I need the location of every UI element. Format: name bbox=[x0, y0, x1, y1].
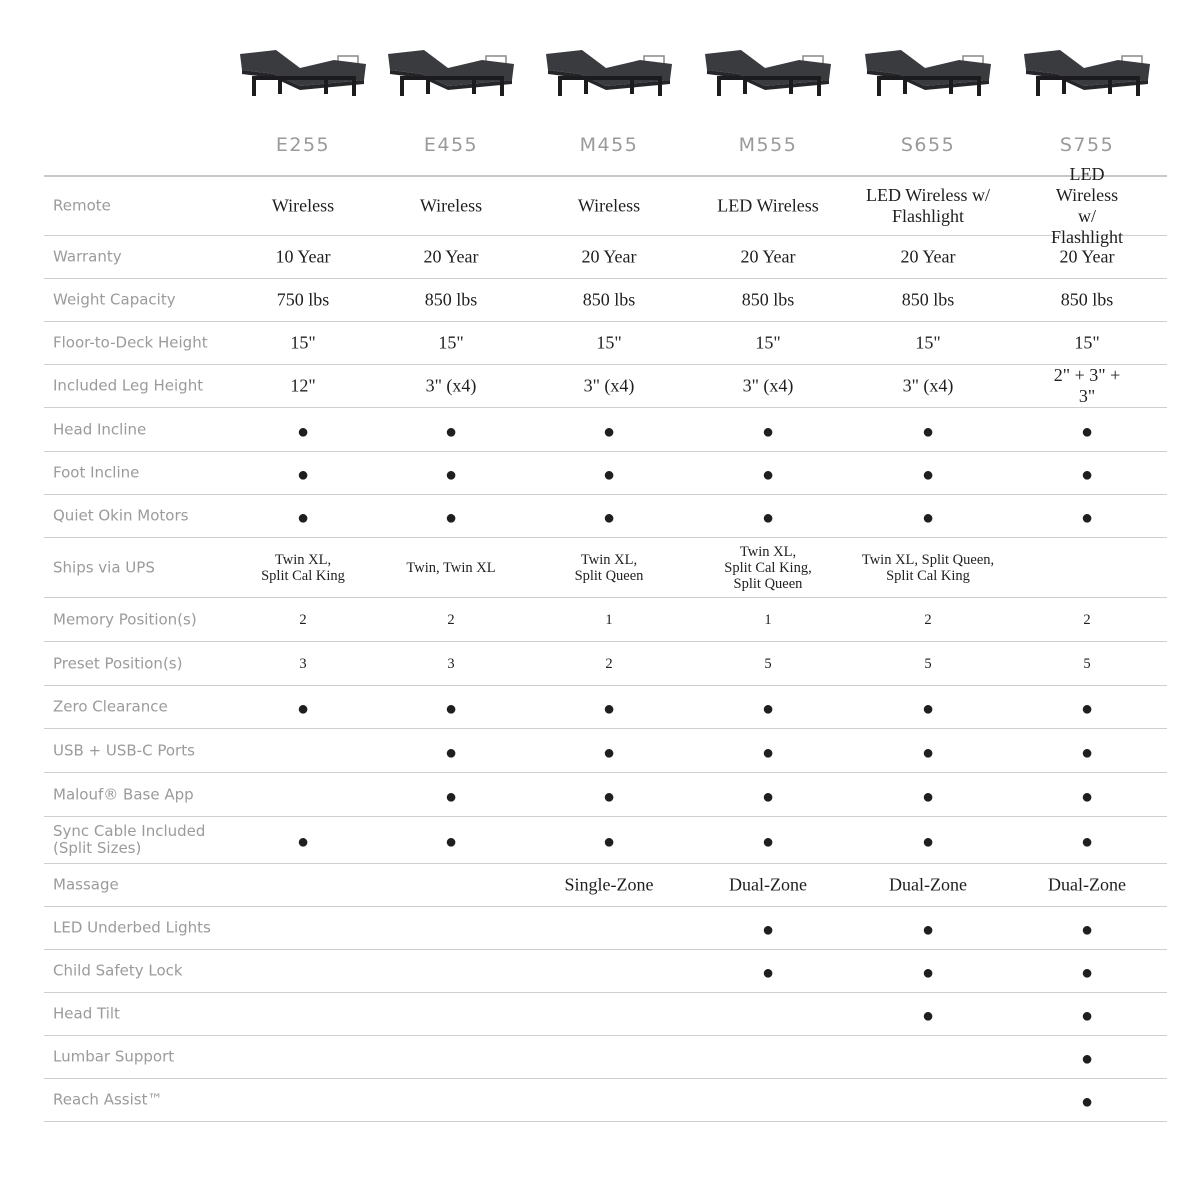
feature-dot: ● bbox=[444, 785, 458, 808]
feature-dot: ● bbox=[1080, 1048, 1094, 1070]
row-label: Floor-to-Deck Height bbox=[53, 333, 208, 352]
row-label: Included Leg Height bbox=[53, 376, 204, 395]
feature-dot: ● bbox=[602, 698, 616, 720]
feature-dot: ● bbox=[296, 464, 310, 486]
feature-dot: ● bbox=[921, 1005, 935, 1027]
table-cell: 15" bbox=[438, 332, 464, 353]
table-row bbox=[44, 817, 1167, 864]
row-label: Head Incline bbox=[53, 420, 147, 438]
feature-dot: ● bbox=[602, 831, 616, 853]
table-cell: LED Wireless w/ Flashlight bbox=[1050, 164, 1123, 247]
table-cell: Twin XL, Split Cal King, Split Queen bbox=[724, 543, 812, 592]
feature-dot: ● bbox=[761, 785, 775, 808]
table-cell: Twin XL, Split Queen bbox=[574, 551, 644, 584]
table-cell: 20 Year bbox=[1059, 246, 1115, 267]
table-row bbox=[44, 538, 1167, 598]
product-column-s655 bbox=[853, 40, 1003, 170]
feature-dot: ● bbox=[921, 698, 935, 720]
table-cell: 2 bbox=[447, 611, 455, 628]
product-column-m555 bbox=[693, 40, 843, 170]
row-label: Reach Assist™ bbox=[53, 1090, 163, 1109]
table-cell: Dual-Zone bbox=[1048, 874, 1126, 895]
table-cell: 850 lbs bbox=[1060, 289, 1114, 310]
table-cell: 850 lbs bbox=[424, 289, 478, 310]
feature-dot: ● bbox=[761, 507, 775, 529]
feature-dot: ● bbox=[921, 919, 935, 941]
row-label: Massage bbox=[53, 875, 119, 894]
product-column-e455 bbox=[376, 40, 526, 170]
table-cell: Wireless bbox=[271, 195, 335, 216]
feature-dot: ● bbox=[1080, 1005, 1094, 1027]
row-label: Lumbar Support bbox=[53, 1047, 175, 1066]
feature-dot: ● bbox=[1080, 919, 1094, 941]
feature-dot: ● bbox=[761, 831, 775, 853]
table-cell: Wireless bbox=[577, 195, 641, 216]
feature-dot: ● bbox=[602, 464, 616, 486]
feature-dot: ● bbox=[761, 919, 775, 941]
feature-dot: ● bbox=[444, 464, 458, 486]
table-row bbox=[44, 279, 1167, 322]
feature-dot: ● bbox=[602, 507, 616, 529]
feature-dot: ● bbox=[761, 420, 775, 443]
feature-dot: ● bbox=[761, 741, 775, 764]
table-cell: 5 bbox=[1083, 655, 1091, 672]
comparison-table bbox=[44, 164, 1167, 1122]
table-cell: 10 Year bbox=[275, 246, 331, 267]
row-label: Sync Cable Included (Split Sizes) bbox=[53, 822, 206, 857]
table-cell: 3 bbox=[447, 655, 455, 672]
row-label: Quiet Okin Motors bbox=[53, 506, 189, 525]
table-row bbox=[44, 408, 1167, 452]
feature-dot: ● bbox=[921, 420, 935, 443]
feature-dot: ● bbox=[1080, 962, 1094, 984]
table-cell: LED Wireless bbox=[717, 195, 819, 216]
table-cell: 3 bbox=[299, 655, 307, 672]
table-row bbox=[44, 864, 1167, 907]
table-row bbox=[44, 950, 1167, 993]
table-row bbox=[44, 642, 1167, 686]
feature-dot: ● bbox=[602, 420, 616, 443]
product-column-s755 bbox=[1012, 40, 1162, 170]
feature-dot: ● bbox=[444, 831, 458, 853]
table-cell: 15" bbox=[1074, 332, 1100, 353]
feature-dot: ● bbox=[296, 420, 310, 443]
product-model-name: S655 bbox=[900, 134, 956, 156]
product-header bbox=[0, 0, 1200, 175]
table-cell: 5 bbox=[764, 655, 772, 672]
table-cell: 2 bbox=[924, 611, 932, 628]
table-cell: 850 lbs bbox=[741, 289, 795, 310]
table-row bbox=[44, 322, 1167, 365]
table-cell: 20 Year bbox=[423, 246, 479, 267]
feature-dot: ● bbox=[921, 741, 935, 764]
table-row bbox=[44, 729, 1167, 773]
table-cell: 15" bbox=[755, 332, 781, 353]
row-label: Ships via UPS bbox=[53, 558, 155, 576]
feature-dot: ● bbox=[1080, 785, 1094, 808]
table-cell: 5 bbox=[924, 655, 932, 672]
feature-dot: ● bbox=[921, 507, 935, 529]
table-cell: Dual-Zone bbox=[729, 874, 807, 895]
table-row bbox=[44, 773, 1167, 817]
feature-dot: ● bbox=[1080, 698, 1094, 720]
row-label: Child Safety Lock bbox=[53, 961, 183, 980]
row-label: Head Tilt bbox=[53, 1004, 120, 1023]
table-row bbox=[44, 495, 1167, 538]
row-label: Zero Clearance bbox=[53, 697, 168, 716]
table-row bbox=[44, 993, 1167, 1036]
table-cell: 850 lbs bbox=[901, 289, 955, 310]
table-cell: 850 lbs bbox=[582, 289, 636, 310]
table-cell: 1 bbox=[605, 611, 613, 628]
table-cell: Dual-Zone bbox=[889, 874, 967, 895]
table-row bbox=[44, 907, 1167, 950]
row-label: Weight Capacity bbox=[53, 290, 176, 309]
table-cell: 20 Year bbox=[581, 246, 637, 267]
table-row bbox=[44, 236, 1167, 279]
feature-dot: ● bbox=[444, 741, 458, 764]
table-row bbox=[44, 686, 1167, 729]
product-model-name: M455 bbox=[579, 134, 639, 156]
table-cell: 3" (x4) bbox=[742, 375, 794, 396]
row-label: Warranty bbox=[53, 247, 122, 266]
feature-dot: ● bbox=[444, 420, 458, 443]
feature-dot: ● bbox=[1080, 741, 1094, 764]
product-model-name: E455 bbox=[423, 134, 479, 156]
table-row bbox=[44, 1036, 1167, 1079]
feature-dot: ● bbox=[602, 741, 616, 764]
table-row bbox=[44, 1079, 1167, 1122]
feature-dot: ● bbox=[1080, 507, 1094, 529]
feature-dot: ● bbox=[1080, 420, 1094, 443]
table-cell: 3" (x4) bbox=[583, 375, 635, 396]
table-cell: 3" (x4) bbox=[902, 375, 954, 396]
product-model-name: S755 bbox=[1059, 134, 1115, 156]
table-cell: LED Wireless w/ Flashlight bbox=[866, 185, 990, 226]
row-label: Malouf® Base App bbox=[53, 785, 194, 803]
row-label: Foot Incline bbox=[53, 463, 140, 482]
row-label: Memory Position(s) bbox=[53, 610, 197, 628]
feature-dot: ● bbox=[444, 507, 458, 529]
table-row bbox=[44, 452, 1167, 495]
product-model-name: M555 bbox=[738, 134, 798, 156]
feature-dot: ● bbox=[761, 464, 775, 486]
product-column-m455 bbox=[534, 40, 684, 170]
table-cell: Twin XL, Split Queen, Split Cal King bbox=[861, 551, 995, 584]
table-cell: 1 bbox=[764, 611, 772, 628]
feature-dot: ● bbox=[1080, 1091, 1094, 1113]
feature-dot: ● bbox=[296, 507, 310, 529]
feature-dot: ● bbox=[921, 831, 935, 853]
table-cell: Wireless bbox=[419, 195, 483, 216]
table-cell: 3" (x4) bbox=[425, 375, 477, 396]
feature-dot: ● bbox=[296, 698, 310, 720]
table-cell: 15" bbox=[290, 332, 316, 353]
row-label: USB + USB-C Ports bbox=[53, 741, 195, 759]
feature-dot: ● bbox=[921, 785, 935, 808]
feature-dot: ● bbox=[296, 831, 310, 853]
feature-dot: ● bbox=[602, 785, 616, 808]
table-row bbox=[44, 598, 1167, 642]
feature-dot: ● bbox=[444, 698, 458, 720]
table-row bbox=[44, 365, 1167, 408]
row-label: LED Underbed Lights bbox=[53, 918, 211, 937]
table-cell: 20 Year bbox=[900, 246, 956, 267]
table-cell: 2" + 3" + 3" bbox=[1053, 365, 1121, 406]
row-label: Remote bbox=[53, 196, 111, 215]
table-cell: 12" bbox=[290, 375, 316, 396]
table-cell: 2 bbox=[605, 655, 613, 672]
table-cell: Twin, Twin XL bbox=[406, 559, 496, 576]
table-cell: 2 bbox=[299, 611, 307, 628]
product-model-name: E255 bbox=[275, 134, 331, 156]
table-cell: 15" bbox=[915, 332, 941, 353]
table-row bbox=[44, 164, 1167, 247]
table-cell: Twin XL, Split Cal King bbox=[261, 551, 345, 584]
feature-dot: ● bbox=[921, 464, 935, 486]
table-cell: 20 Year bbox=[740, 246, 796, 267]
table-cell: Single-Zone bbox=[564, 874, 654, 895]
feature-dot: ● bbox=[1080, 464, 1094, 486]
row-label: Preset Position(s) bbox=[53, 654, 183, 672]
product-column-e255 bbox=[228, 40, 378, 170]
table-cell: 2 bbox=[1083, 611, 1091, 628]
table-cell: 750 lbs bbox=[276, 289, 330, 310]
table-cell: 15" bbox=[596, 332, 622, 353]
feature-dot: ● bbox=[921, 962, 935, 984]
feature-dot: ● bbox=[761, 962, 775, 984]
feature-dot: ● bbox=[1080, 831, 1094, 853]
feature-dot: ● bbox=[761, 698, 775, 720]
